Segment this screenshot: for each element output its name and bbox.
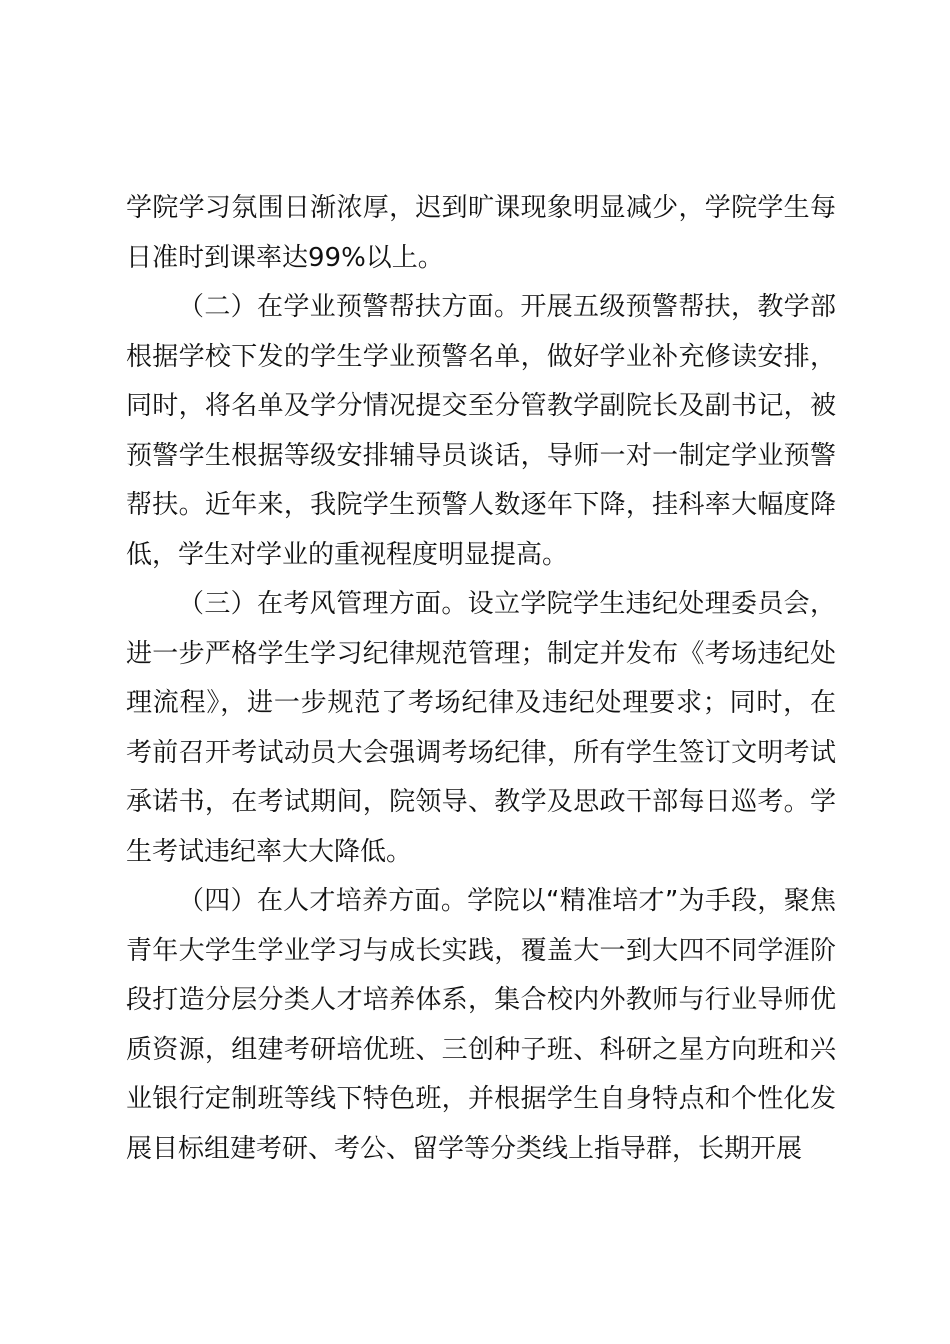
paragraph-4-talent-cultivation: （四）在人才培养方面。学院以“精准培才”为手段，聚焦青年大学生学业学习与成长实践，覆盖大一到大四不同学涯阶段打造分层分类人才培养体系，集合校内外教师与行业导师优质资源，组建考研培优班、三创种子班、科研之星方向班和兴业银行定制班等线下特色班，并根据学生自身特点和个性化发展目标组建考研、考公、留学等分类线上指导群，长期开展	[126, 886, 836, 1164]
paragraph-1: 学院学习氛围日渐浓厚，迟到旷课现象明显减少，学院学生每日准时到课率达99%以上。	[126, 193, 836, 273]
paragraph-2-academic-warning: （二）在学业预警帮扶方面。开展五级预警帮扶，教学部根据学校下发的学生学业预警名单，做好学业补充修读安排，同时，将名单及学分情况提交至分管教学副院长及副书记，被预警学生根据等级安排辅导员谈话，导师一对一制定学业预警帮扶。近年来，我院学生预警人数逐年下降，挂科率大幅度降低，学生对学业的重视程度明显提高。	[126, 292, 836, 570]
document-body	[126, 184, 836, 1174]
paragraph-3-exam-discipline: （三）在考风管理方面。设立学院学生违纪处理委员会，进一步严格学生学习纪律规范管理；制定并发布《考场违纪处理流程》，进一步规范了考场纪律及违纪处理要求；同时，在考前召开考试动员大会强调考场纪律，所有学生签订文明考试承诺书，在考试期间，院领导、教学及思政干部每日巡考。学生考试违纪率大大降低。	[126, 589, 836, 867]
